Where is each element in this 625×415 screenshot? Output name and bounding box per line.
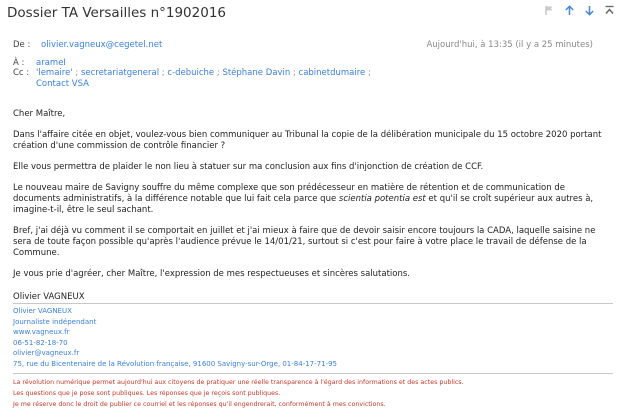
cc-separator: ; — [161, 68, 165, 78]
signature-email-link[interactable]: olivier@vagneux.fr — [13, 349, 80, 357]
cc-recipients — [36, 68, 376, 90]
cc-recipient-link[interactable]: secretariatgeneral — [80, 68, 160, 78]
closing-paragraph: Je vous prie d'agréer, cher Maître, l'expression de mes respectueuses et sincères salutations. — [13, 269, 410, 279]
disclaimer-block — [13, 377, 464, 410]
disclaimer-divider — [13, 373, 613, 374]
signature-name: Olivier VAGNEUX — [13, 307, 72, 315]
disclaimer-line: Les questions que je pose sont publiques. Les réponses que je reçois sont publiques. — [13, 390, 281, 397]
to-recipient-link[interactable]: arameI — [36, 58, 66, 68]
collapse-icon[interactable] — [604, 5, 615, 16]
signature-title: Journaliste indépendant — [13, 317, 97, 326]
cc-recipient-link[interactable]: c-debuiche — [167, 68, 215, 78]
cc-separator: ; — [368, 68, 371, 78]
email-subject: Dossier TA Versailles n°1902016 — [7, 5, 227, 21]
signature-block — [13, 306, 337, 369]
cc-recipient-link[interactable]: Contact VSA — [36, 79, 89, 89]
signature-divider — [13, 303, 613, 304]
paragraph-text: Le nouveau maire de Savigny souffre du même complexe que son prédécesseur en matière de rétention et de communication de documents administratifs, à la différence notable que lui fait cela parce que — [13, 183, 565, 204]
flag-icon[interactable] — [544, 5, 555, 16]
cc-recipient-link[interactable]: 'lemaire' — [36, 68, 73, 78]
body-paragraph — [13, 183, 613, 216]
disclaimer-line: La révolution numérique permet aujourd'hui aux citoyens de pratiquer une réelle transparence à l'égard des informations et des actes publics. — [13, 379, 464, 386]
signature-address: 75, rue du Bicentenaire de la Révolution française, 91600 Savigny-sur-Orge, 01-84-17-71-95 — [13, 359, 337, 368]
message-actions — [544, 5, 615, 16]
body-paragraph: Dans l'affaire citée en objet, voulez-vous bien communiquer au Tribunal la copie de la délibération municipale du 15 octobre 2020 portant création d'une commission de contrôle financier ? — [13, 130, 602, 151]
body-paragraph: Elle vous permettra de plaider le non lieu à statuer sur ma conclusion aux fins d'injonction de création de CCF. — [13, 162, 484, 172]
email-date: Aujourd'hui, à 13:35 (il y a 25 minutes) — [426, 40, 593, 50]
cc-separator: ; — [75, 68, 79, 78]
disclaimer-line: Je me réserve donc le droit de publier ce courriel et les réponses qu'il engendrerait, conformément à mes convictions. — [13, 401, 386, 408]
previous-message-icon[interactable] — [564, 5, 575, 16]
signoff-name: Olivier VAGNEUX — [13, 292, 85, 302]
from-address-link[interactable]: olivier.vagneux@cegetel.net — [41, 40, 163, 50]
cc-label: Cc : — [13, 68, 30, 78]
to-label: À : — [13, 58, 25, 68]
cc-recipient-link[interactable]: cabinetdumaire — [298, 68, 366, 78]
from-label: De : — [13, 40, 31, 50]
signature-phone: 06-51-82-18-70 — [13, 338, 68, 347]
email-body — [13, 109, 613, 290]
cc-separator: ; — [292, 68, 296, 78]
cc-recipient-link[interactable]: Stéphane Davin — [222, 68, 291, 78]
from-row — [13, 40, 162, 50]
body-paragraph: Bref, j'ai déjà vu comment il se comportait en juillet et j'ai mieux à faire que de devoir saisir encore toujours la CADA, laquelle saisine ne sera de toute façon possible qu'après l'audience prévue le 14/01/21, surtout si c'est pour faire à votre place le travail de défense de la Commune. — [13, 226, 596, 258]
paragraph-text: et qu'il se croît supérieur aux autres à, imagine-t-il, être le seul sachant. — [13, 194, 594, 215]
greeting: Cher Maître, — [13, 109, 66, 119]
latin-phrase: scientia potentia est — [338, 194, 426, 204]
signature-website-link[interactable]: www.vagneux.fr — [13, 328, 70, 336]
cc-separator: ; — [216, 68, 220, 78]
next-message-icon[interactable] — [584, 5, 595, 16]
